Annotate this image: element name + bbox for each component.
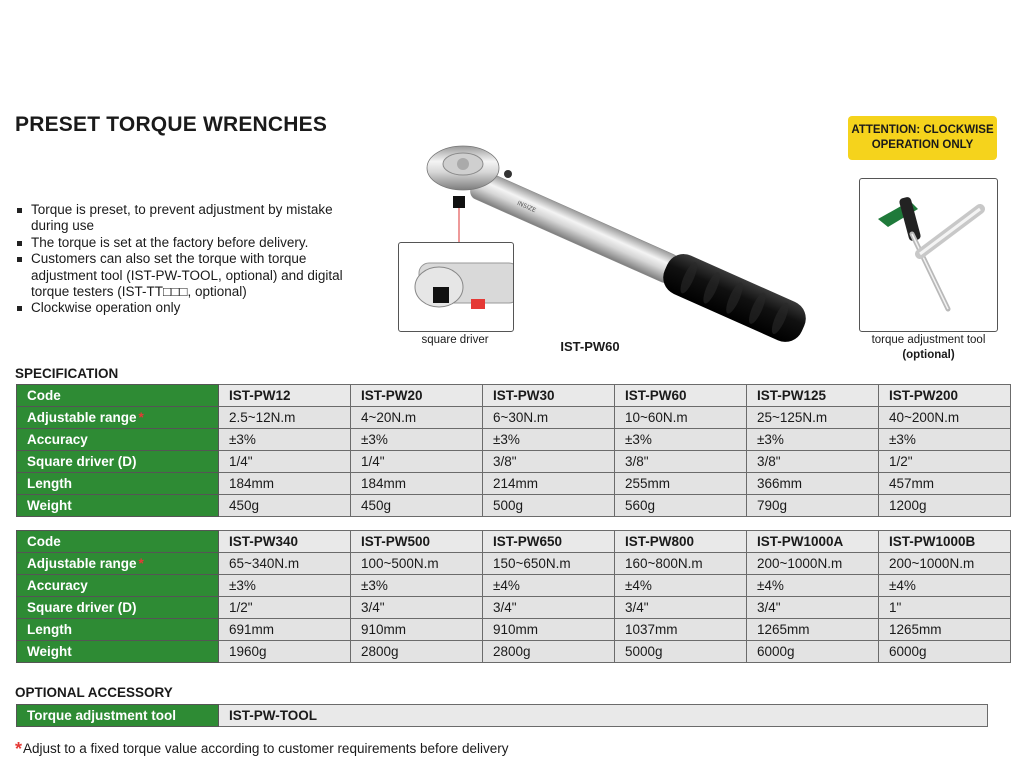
page-title: PRESET TORQUE WRENCHES (15, 113, 328, 136)
length-cell: 1037mm (615, 619, 747, 641)
row-label-code: Code (17, 385, 219, 407)
length-cell: 1265mm (879, 619, 1011, 641)
feature-list (15, 202, 360, 317)
table-row-code (17, 531, 1011, 553)
code-cell: IST-PW500 (351, 531, 483, 553)
code-cell: IST-PW1000B (879, 531, 1011, 553)
range-cell: 150~650N.m (483, 553, 615, 575)
table-row-accuracy (17, 429, 1011, 451)
accessory-label: Torque adjustment tool (17, 705, 219, 727)
spec-table-1 (16, 384, 1011, 517)
footnote (15, 739, 509, 760)
row-label-square-driver: Square driver (D) (17, 597, 219, 619)
length-cell: 255mm (615, 473, 747, 495)
feature-item: Clockwise operation only (15, 300, 360, 316)
accuracy-cell: ±4% (483, 575, 615, 597)
code-cell: IST-PW30 (483, 385, 615, 407)
length-cell: 214mm (483, 473, 615, 495)
square-driver-cell: 3/8" (483, 451, 615, 473)
range-cell: 2.5~12N.m (219, 407, 351, 429)
square-driver-cell: 1" (879, 597, 1011, 619)
weight-cell: 2800g (351, 641, 483, 663)
tool-caption: torque adjustment tool (871, 334, 986, 346)
row-label-range (17, 407, 219, 429)
footnote-star: * (138, 410, 144, 425)
square-driver-cell: 3/4" (483, 597, 615, 619)
square-driver-caption: square driver (421, 334, 489, 346)
row-label-length: Length (17, 473, 219, 495)
weight-cell: 2800g (483, 641, 615, 663)
attention-badge: ATTENTION: CLOCKWISE OPERATION ONLY (848, 116, 997, 160)
range-cell: 25~125N.m (747, 407, 879, 429)
square-driver-cell: 3/4" (615, 597, 747, 619)
accessory-code: IST-PW-TOOL (219, 705, 988, 727)
table-row-square-driver (17, 597, 1011, 619)
code-cell: IST-PW12 (219, 385, 351, 407)
main-model-caption: IST-PW60 (560, 339, 620, 354)
square-driver-cell: 1/2" (219, 597, 351, 619)
code-cell: IST-PW650 (483, 531, 615, 553)
table-row-code (17, 385, 1011, 407)
accuracy-cell: ±3% (351, 429, 483, 451)
range-cell: 160~800N.m (615, 553, 747, 575)
square-driver-cell: 3/8" (747, 451, 879, 473)
weight-cell: 5000g (615, 641, 747, 663)
length-cell: 1265mm (747, 619, 879, 641)
square-driver-cell: 1/2" (879, 451, 1011, 473)
footnote-star: * (138, 556, 144, 571)
weight-cell: 500g (483, 495, 615, 517)
row-label-weight: Weight (17, 641, 219, 663)
weight-cell: 450g (351, 495, 483, 517)
weight-cell: 6000g (879, 641, 1011, 663)
table-row-length (17, 473, 1011, 495)
weight-cell: 560g (615, 495, 747, 517)
accuracy-cell: ±3% (219, 429, 351, 451)
square-driver-cell: 3/8" (615, 451, 747, 473)
feature-item: Torque is preset, to prevent adjustment by mistake during use (15, 202, 360, 235)
range-cell: 6~30N.m (483, 407, 615, 429)
adjustment-tool-photo (859, 178, 998, 332)
length-cell: 184mm (219, 473, 351, 495)
accuracy-cell: ±3% (615, 429, 747, 451)
length-cell: 691mm (219, 619, 351, 641)
range-cell: 10~60N.m (615, 407, 747, 429)
feature-item: The torque is set at the factory before delivery. (15, 235, 360, 251)
table-row-weight (17, 641, 1011, 663)
range-cell: 200~1000N.m (879, 553, 1011, 575)
footnote-star: * (15, 739, 23, 759)
length-cell: 910mm (483, 619, 615, 641)
tool-caption-note: (optional) (902, 349, 955, 361)
table-row-accessory (17, 705, 988, 727)
square-driver-cell: 1/4" (351, 451, 483, 473)
row-label-accuracy: Accuracy (17, 429, 219, 451)
specification-heading: SPECIFICATION (15, 366, 119, 381)
range-cell: 65~340N.m (219, 553, 351, 575)
accuracy-cell: ±4% (879, 575, 1011, 597)
range-cell: 40~200N.m (879, 407, 1011, 429)
row-label-code: Code (17, 531, 219, 553)
row-label-range (17, 553, 219, 575)
length-cell: 910mm (351, 619, 483, 641)
weight-cell: 6000g (747, 641, 879, 663)
accessory-heading: OPTIONAL ACCESSORY (15, 685, 173, 700)
length-cell: 184mm (351, 473, 483, 495)
weight-cell: 450g (219, 495, 351, 517)
table-row-square-driver (17, 451, 1011, 473)
range-cell: 100~500N.m (351, 553, 483, 575)
length-cell: 366mm (747, 473, 879, 495)
range-cell: 200~1000N.m (747, 553, 879, 575)
weight-cell: 1200g (879, 495, 1011, 517)
table-row-weight (17, 495, 1011, 517)
table-row-range (17, 553, 1011, 575)
code-cell: IST-PW340 (219, 531, 351, 553)
code-cell: IST-PW800 (615, 531, 747, 553)
code-cell: IST-PW60 (615, 385, 747, 407)
row-label-range-text: Adjustable range (27, 556, 137, 571)
accessory-table (16, 704, 988, 727)
code-cell: IST-PW125 (747, 385, 879, 407)
spec-table-2 (16, 530, 1011, 663)
square-driver-photo (398, 242, 514, 332)
row-label-range-text: Adjustable range (27, 410, 137, 425)
accuracy-cell: ±4% (615, 575, 747, 597)
row-label-weight: Weight (17, 495, 219, 517)
accuracy-cell: ±3% (219, 575, 351, 597)
accuracy-cell: ±3% (483, 429, 615, 451)
length-cell: 457mm (879, 473, 1011, 495)
table-row-length (17, 619, 1011, 641)
weight-cell: 1960g (219, 641, 351, 663)
adjustment-tool-illustration (860, 179, 997, 331)
accuracy-cell: ±3% (351, 575, 483, 597)
code-cell: IST-PW20 (351, 385, 483, 407)
row-label-length: Length (17, 619, 219, 641)
accuracy-cell: ±3% (747, 429, 879, 451)
wrench-brand-text: INSIZE (515, 199, 537, 215)
square-driver-cell: 3/4" (351, 597, 483, 619)
code-cell: IST-PW200 (879, 385, 1011, 407)
square-driver-cell: 3/4" (747, 597, 879, 619)
table-row-range (17, 407, 1011, 429)
footnote-text: Adjust to a fixed torque value according to customer requirements before delivery (23, 741, 509, 756)
row-label-accuracy: Accuracy (17, 575, 219, 597)
square-driver-illustration (399, 243, 513, 331)
row-label-square-driver: Square driver (D) (17, 451, 219, 473)
code-cell: IST-PW1000A (747, 531, 879, 553)
accuracy-cell: ±4% (747, 575, 879, 597)
feature-item-continued: Customers can also set the torque with torque adjustment tool (IST-PW-TOOL, optional) and digital torque testers (IST-TT□□□, optional) (15, 251, 360, 300)
table-row-accuracy (17, 575, 1011, 597)
accuracy-cell: ±3% (879, 429, 1011, 451)
range-cell: 4~20N.m (351, 407, 483, 429)
weight-cell: 790g (747, 495, 879, 517)
square-driver-cell: 1/4" (219, 451, 351, 473)
